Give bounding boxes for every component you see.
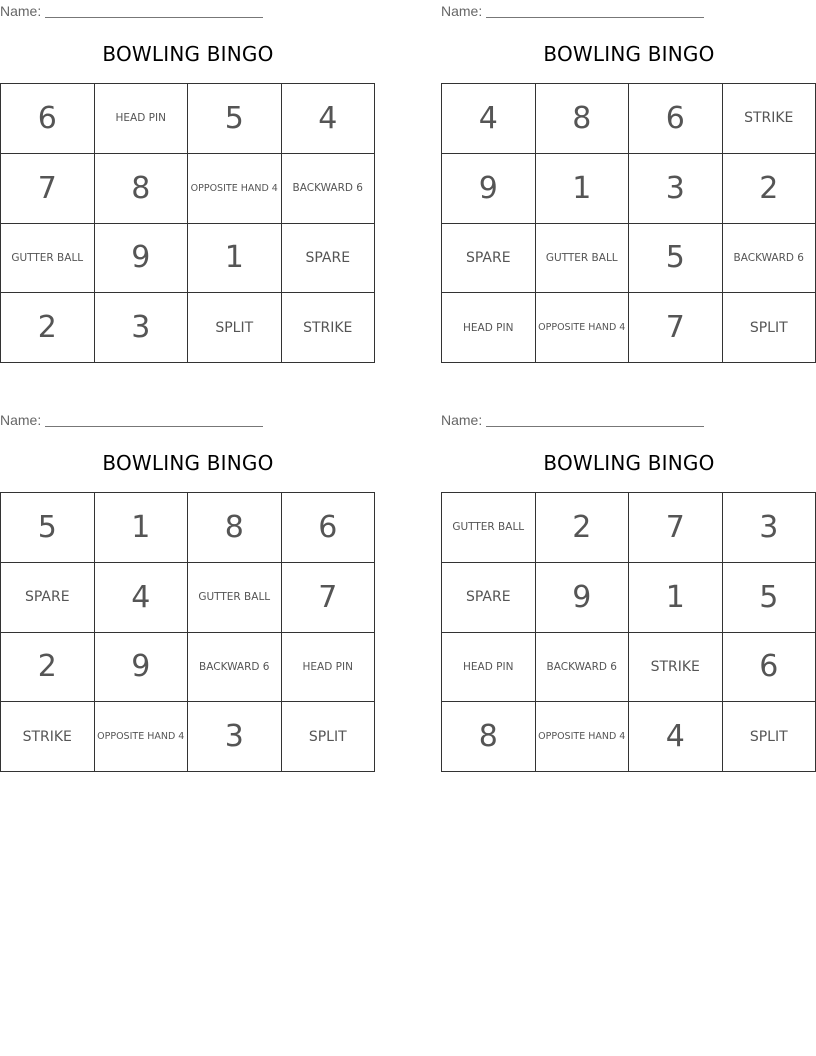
bingo-cell[interactable]: SPARE	[442, 563, 536, 633]
name-label: Name:	[441, 412, 483, 428]
bingo-cell[interactable]: 4	[95, 563, 189, 633]
bingo-cell[interactable]: GUTTER BALL	[536, 224, 630, 294]
bingo-cell[interactable]: 5	[723, 563, 816, 633]
bingo-cell[interactable]: 4	[442, 84, 536, 154]
bingo-cell[interactable]: OPPOSITE HAND 4	[536, 702, 630, 772]
bingo-cell[interactable]: 5	[188, 84, 282, 154]
bingo-cell[interactable]: BACKWARD 6	[536, 633, 630, 703]
bingo-cell[interactable]: 8	[442, 702, 536, 772]
bingo-cell[interactable]: 3	[95, 293, 189, 363]
name-blank-line[interactable]	[486, 426, 704, 427]
bingo-cell[interactable]: 3	[629, 154, 723, 224]
bingo-cell[interactable]: BACKWARD 6	[723, 224, 816, 294]
bingo-cell[interactable]: 2	[1, 293, 95, 363]
bingo-cell[interactable]: BACKWARD 6	[282, 154, 376, 224]
bingo-cell[interactable]: 7	[1, 154, 95, 224]
bingo-grid	[441, 492, 816, 772]
bingo-cell[interactable]: 1	[188, 224, 282, 294]
bingo-cell[interactable]: 8	[95, 154, 189, 224]
bingo-cell[interactable]: BACKWARD 6	[188, 633, 282, 703]
bingo-grid	[0, 492, 375, 772]
name-field	[441, 412, 741, 428]
name-blank-line[interactable]	[45, 17, 263, 18]
bingo-cell[interactable]: 8	[536, 84, 630, 154]
bingo-cell[interactable]: OPPOSITE HAND 4	[188, 154, 282, 224]
bingo-cell[interactable]: STRIKE	[282, 293, 376, 363]
card-title: BOWLING BINGO	[102, 42, 274, 66]
bingo-card-1	[0, 0, 376, 365]
bingo-cell[interactable]: 1	[536, 154, 630, 224]
bingo-cell[interactable]: HEAD PIN	[95, 84, 189, 154]
bingo-cell[interactable]: GUTTER BALL	[1, 224, 95, 294]
bingo-cell[interactable]: 4	[282, 84, 376, 154]
bingo-cell[interactable]: 9	[95, 224, 189, 294]
bingo-cell[interactable]: 7	[629, 293, 723, 363]
bingo-cell[interactable]: 4	[629, 702, 723, 772]
bingo-cell[interactable]: GUTTER BALL	[442, 493, 536, 563]
bingo-cell[interactable]: 7	[282, 563, 376, 633]
bingo-cell[interactable]: HEAD PIN	[282, 633, 376, 703]
bingo-cell[interactable]: 1	[95, 493, 189, 563]
bingo-cell[interactable]: HEAD PIN	[442, 293, 536, 363]
card-title: BOWLING BINGO	[543, 451, 715, 475]
bingo-cell[interactable]: 2	[536, 493, 630, 563]
bingo-cell[interactable]: SPARE	[1, 563, 95, 633]
bingo-cell[interactable]: 6	[1, 84, 95, 154]
name-field	[441, 3, 741, 19]
name-label: Name:	[0, 3, 42, 19]
bingo-cell[interactable]: 5	[1, 493, 95, 563]
bingo-cell[interactable]: SPLIT	[723, 702, 816, 772]
name-field	[0, 412, 300, 428]
bingo-cell[interactable]: 6	[629, 84, 723, 154]
bingo-cell[interactable]: SPLIT	[282, 702, 376, 772]
bingo-cell[interactable]: 1	[629, 563, 723, 633]
bingo-cell[interactable]: STRIKE	[1, 702, 95, 772]
bingo-cell[interactable]: STRIKE	[723, 84, 816, 154]
bingo-cell[interactable]: HEAD PIN	[442, 633, 536, 703]
bingo-grid	[0, 83, 375, 363]
name-field	[0, 3, 300, 19]
bingo-card-3	[0, 409, 376, 774]
bingo-cell[interactable]: SPLIT	[188, 293, 282, 363]
bingo-cell[interactable]: 3	[188, 702, 282, 772]
bingo-cell[interactable]: 6	[723, 633, 816, 703]
name-blank-line[interactable]	[45, 426, 263, 427]
name-label: Name:	[0, 412, 42, 428]
bingo-cell[interactable]: 9	[442, 154, 536, 224]
bingo-cell[interactable]: 9	[95, 633, 189, 703]
bingo-card-2	[441, 0, 816, 365]
name-blank-line[interactable]	[486, 17, 704, 18]
bingo-cell[interactable]: 2	[1, 633, 95, 703]
bingo-cell[interactable]: SPARE	[282, 224, 376, 294]
bingo-cell[interactable]: GUTTER BALL	[188, 563, 282, 633]
bingo-cell[interactable]: 8	[188, 493, 282, 563]
bingo-cell[interactable]: SPARE	[442, 224, 536, 294]
bingo-cell[interactable]: SPLIT	[723, 293, 816, 363]
bingo-cell[interactable]: STRIKE	[629, 633, 723, 703]
bingo-cell[interactable]: 9	[536, 563, 630, 633]
name-label: Name:	[441, 3, 483, 19]
bingo-card-4	[441, 409, 816, 774]
bingo-cell[interactable]: OPPOSITE HAND 4	[536, 293, 630, 363]
bingo-grid	[441, 83, 816, 363]
bingo-cell[interactable]: 2	[723, 154, 816, 224]
bingo-cell[interactable]: 7	[629, 493, 723, 563]
bingo-cell[interactable]: 5	[629, 224, 723, 294]
bingo-cell[interactable]: 3	[723, 493, 816, 563]
card-title: BOWLING BINGO	[102, 451, 274, 475]
card-title: BOWLING BINGO	[543, 42, 715, 66]
bingo-cell[interactable]: OPPOSITE HAND 4	[95, 702, 189, 772]
bingo-cell[interactable]: 6	[282, 493, 376, 563]
